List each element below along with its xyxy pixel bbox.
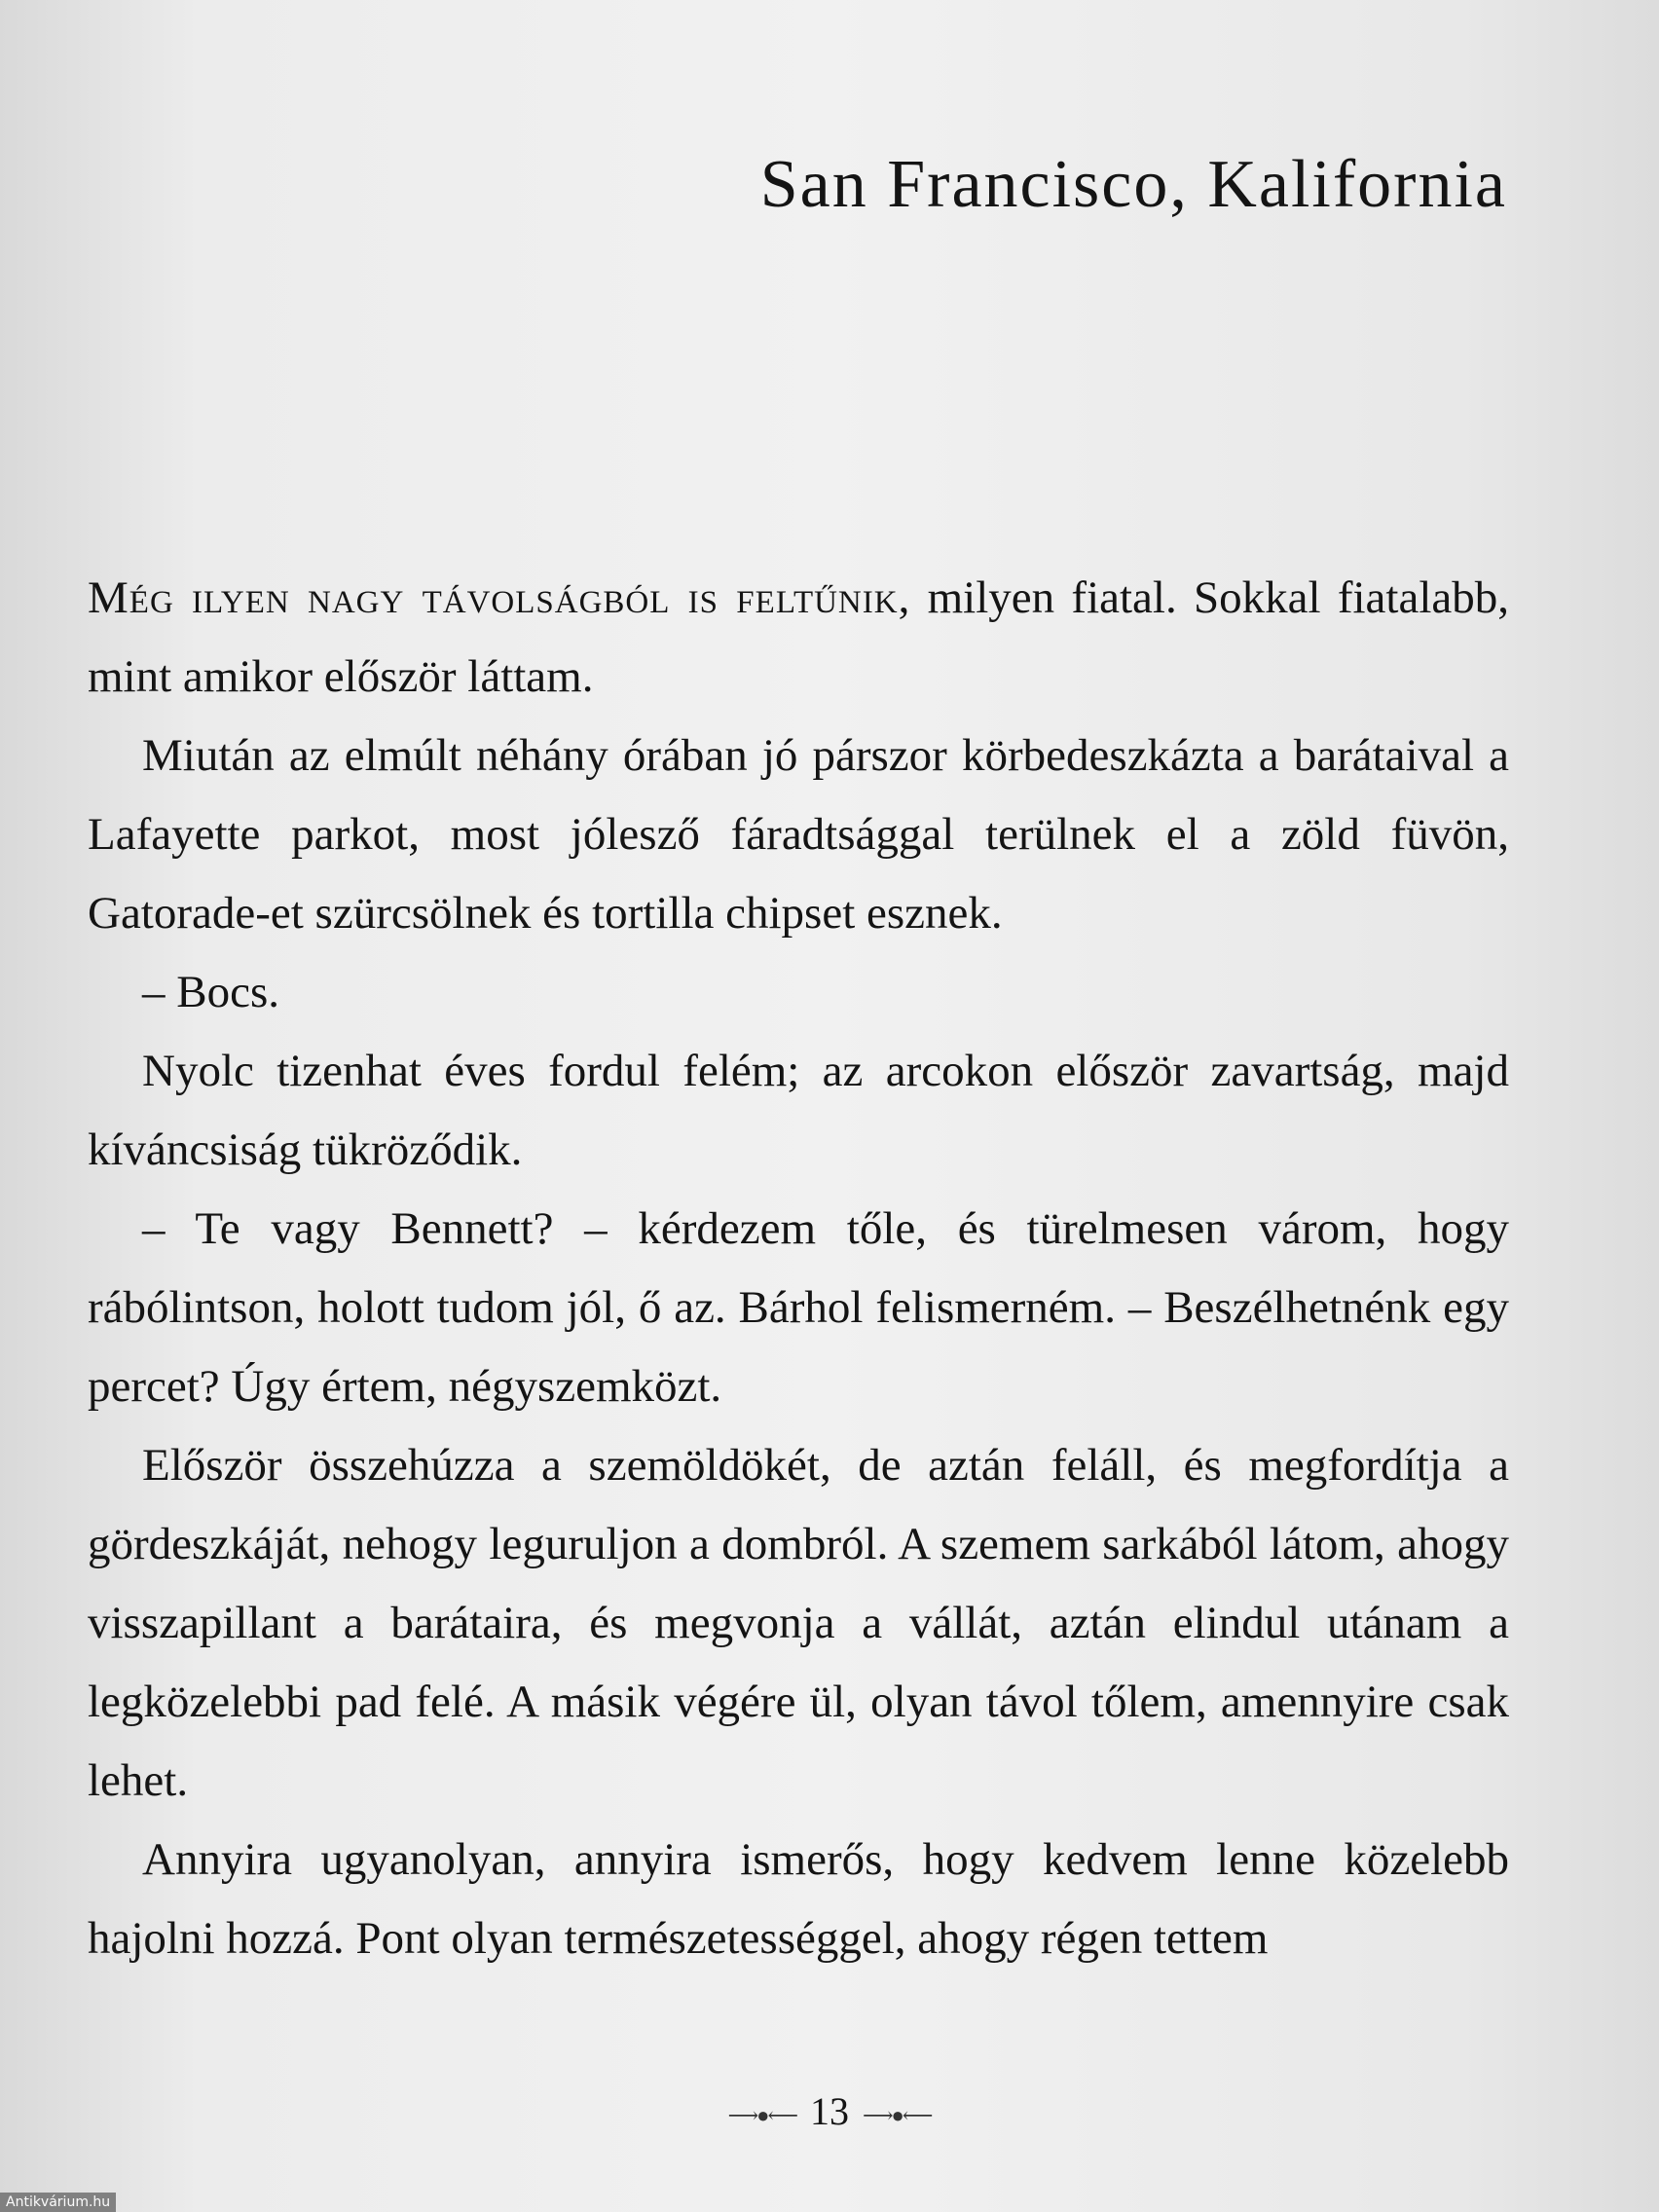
- watermark: Antikvárium.hu: [0, 2193, 116, 2212]
- page-folio: [0, 2088, 1659, 2134]
- paragraph-5: – Te vagy Bennett? – kérdezem tőle, és türelmesen várom, hogy rábólintson, holott tudom jól, ő az. Bárhol felismerném. – Beszélhetnénk egy percet? Úgy értem, négyszemközt.: [88, 1203, 1509, 1412]
- body-text: [88, 559, 1509, 1978]
- paragraph-3: – Bocs.: [142, 967, 279, 1017]
- paragraph-7: Annyira ugyanolyan, annyira ismerős, hogy kedvem lenne közelebb hajolni hozzá. Pont olyan természetességgel, ahogy régen tettem: [88, 1834, 1509, 1964]
- folio-ornament-left-icon: ⟶●⟵: [727, 2102, 796, 2127]
- lead-in-small-caps: Még ilyen nagy távolságból is feltűnik,: [88, 572, 911, 623]
- chapter-title: San Francisco, Kalifornia: [759, 147, 1507, 222]
- paragraph-1-rest: milyen fiatal. Sokkal fiatalabb, mint amikor először láttam.: [88, 572, 1509, 702]
- folio-ornament-right-icon: ⟶●⟵: [863, 2102, 932, 2127]
- paragraph-6: Először összehúzza a szemöldökét, de aztán feláll, és megfordítja a gördeszkáját, nehogy leguruljon a dombról. A szemem sarkából látom, ahogy visszapillant a barátaira, és megvonja a vállát, aztán elindul utánam a legközelebbi pad felé. A másik végére ül, olyan távol tőlem, amennyire csak lehet.: [88, 1440, 1509, 1806]
- paragraph-4: Nyolc tizenhat éves fordul felém; az arcokon először zavartság, majd kíváncsiság tükröződik.: [88, 1046, 1509, 1175]
- page-number: 13: [810, 2089, 849, 2133]
- paragraph-1: [88, 559, 1509, 717]
- paragraph-2: Miután az elmúlt néhány órában jó párszor körbedeszkázta a barátaival a Lafayette parkot, most jólesző fáradtsággal terülnek el a zöld füvön, Gatorade-et szürcsölnek és tortilla chipset esznek.: [88, 730, 1509, 939]
